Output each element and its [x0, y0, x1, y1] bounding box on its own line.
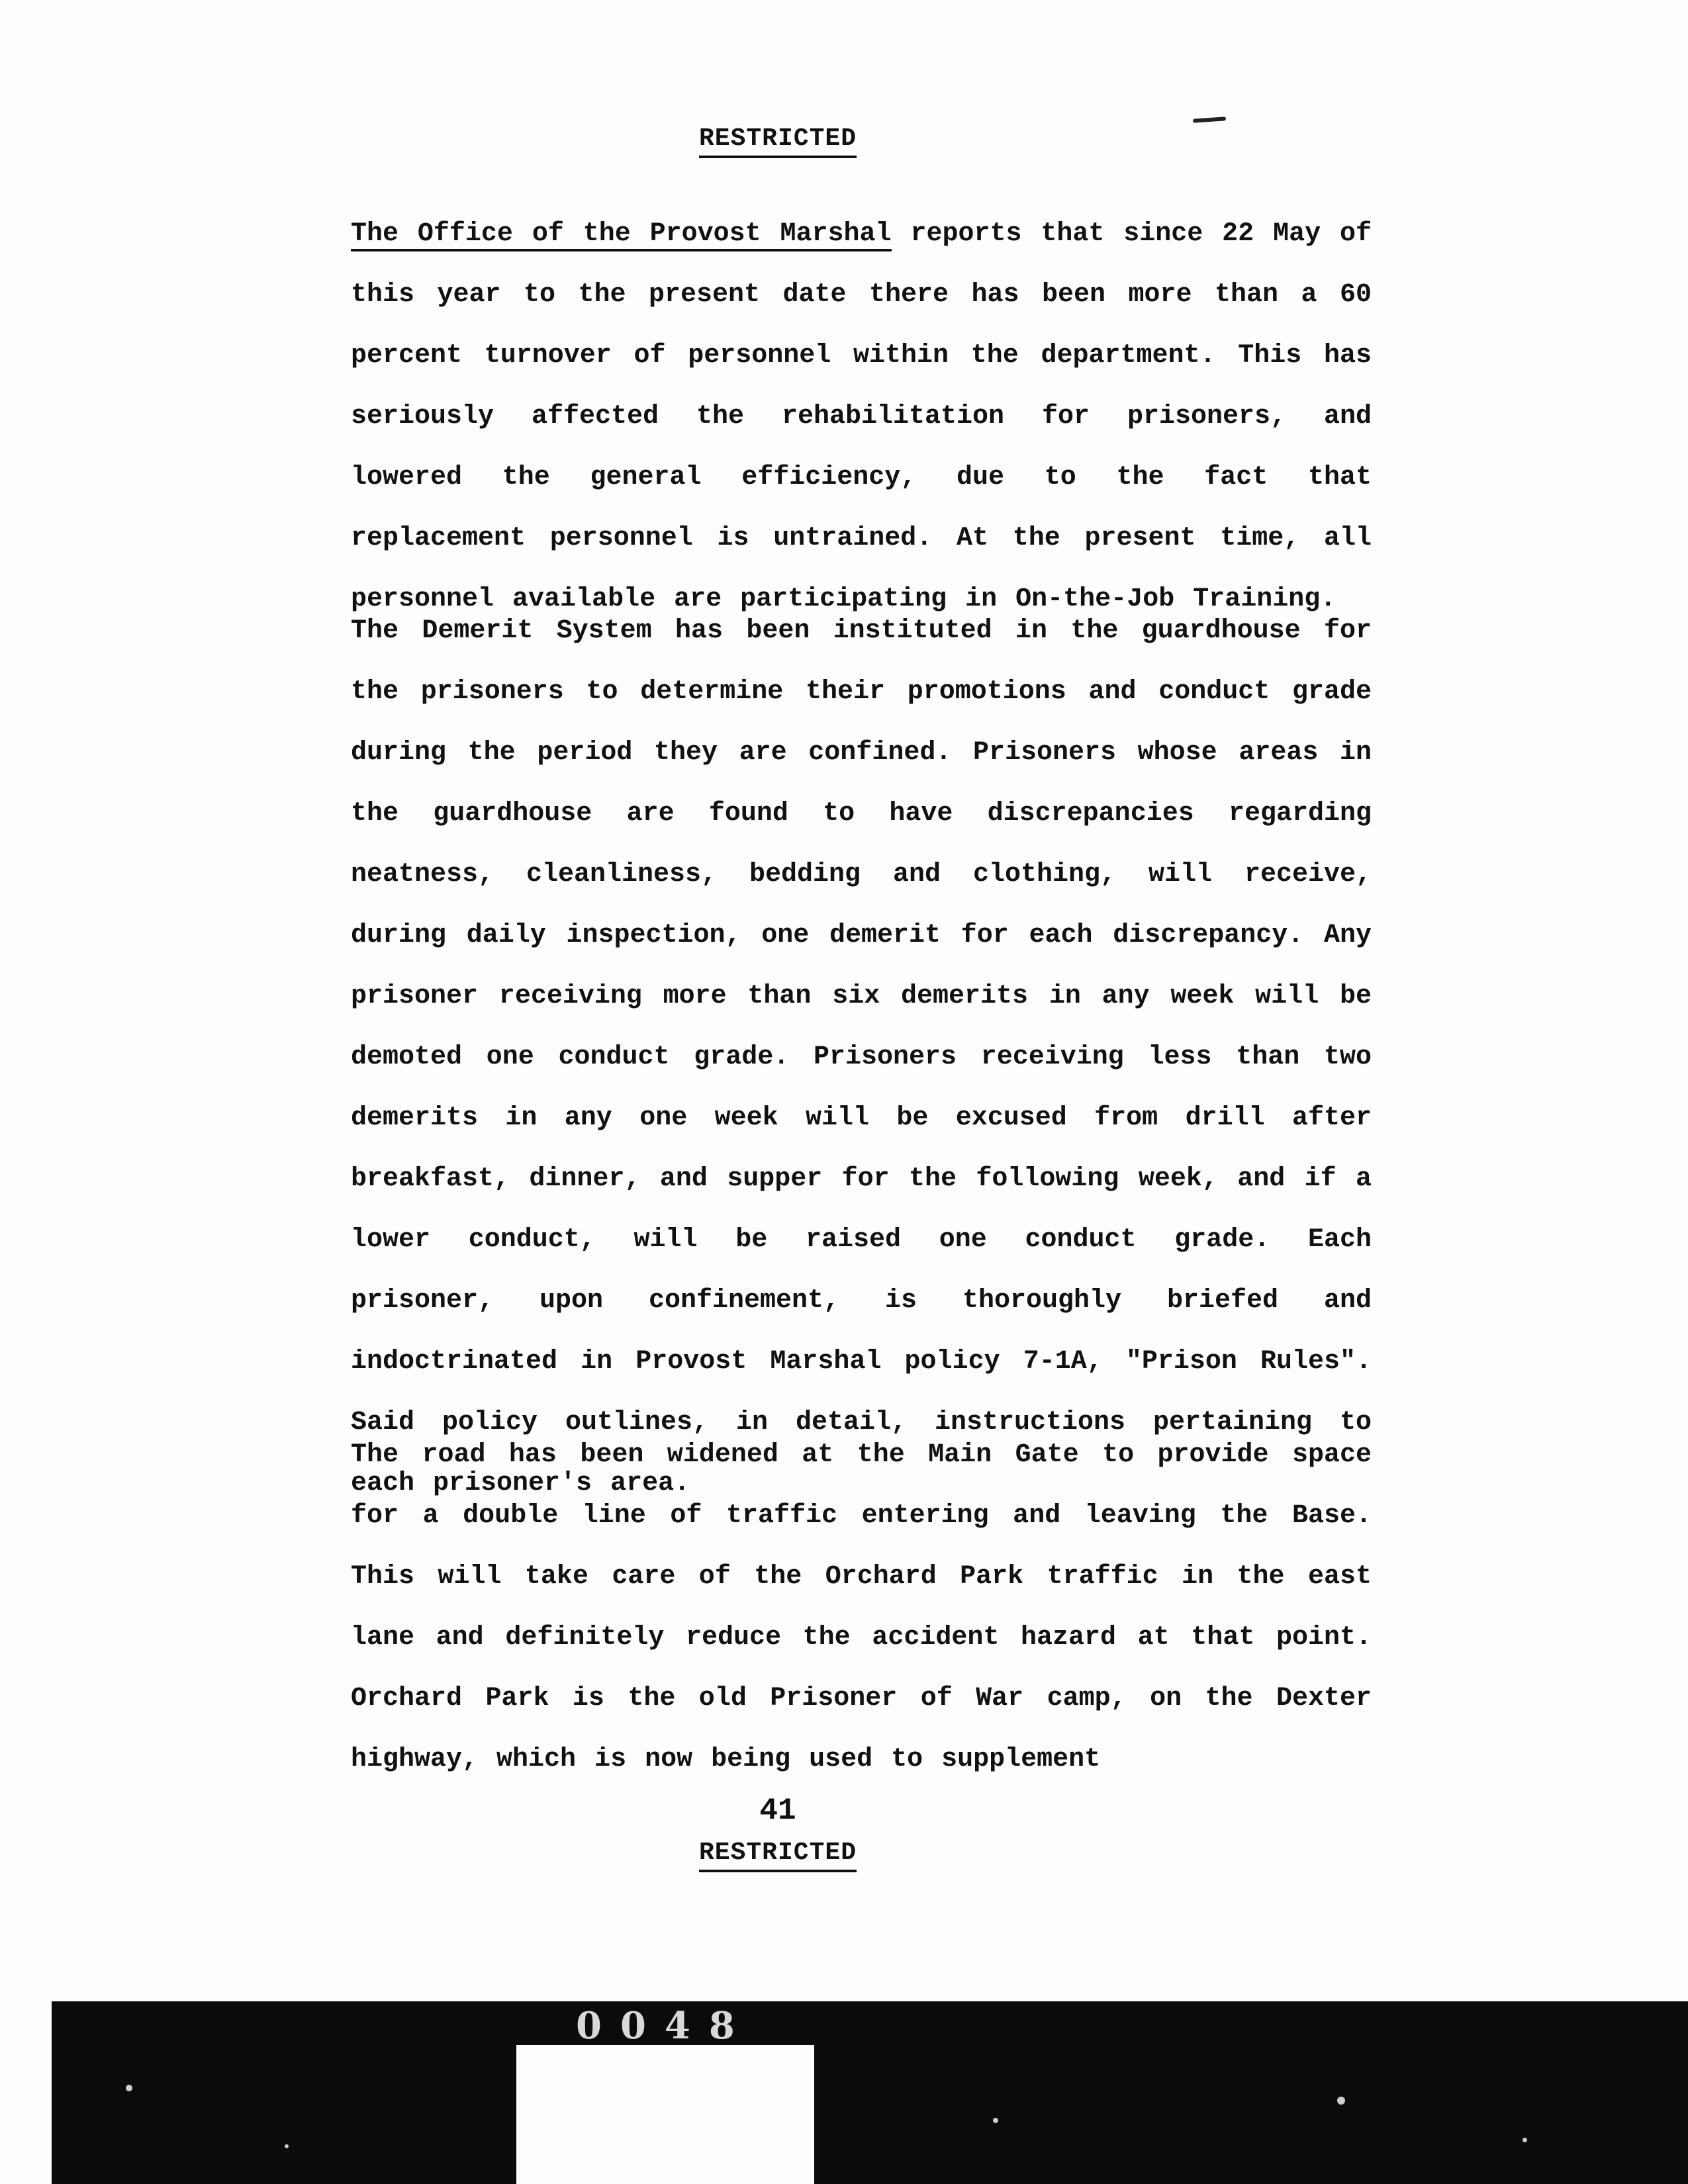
- film-speck: [993, 2118, 998, 2123]
- paragraph-1-text: reports that since 22 May of this year to the present date there has been more than a 60 percent turnover of personnel within the department. This has seriously affected the rehabilitation for prisoners, and lowered the general efficiency, due to the fact that replacement personnel is untrained. At the present time, all personnel available are participating in On-the-Job Training.: [351, 219, 1372, 614]
- microfilm-notch: [516, 2045, 814, 2184]
- paragraph-1-body: [259, 204, 1372, 630]
- paragraph-3-text: The road has been widened at the Main Gate to provide space for a double line of traffic entering and leaving the Base. This will take care of the Orchard Park traffic in the east lane and definitely reduce the accident hazard at that point. Orchard Park is the old Prisoner of War camp, on the Dexter highway, which is now being used to supplement: [351, 1440, 1372, 1774]
- microfilm-strip: [52, 2001, 1688, 2184]
- microfilm-frame-number: 0048: [576, 2004, 753, 2048]
- paragraph-demerit-system: [259, 601, 1372, 1514]
- paragraph-2-text: The Demerit System has been instituted in the guardhouse for the prisoners to determine their promotions and conduct grade during the period they are confined. Prisoners whose areas in the guardhouse are found to have discrepancies regarding neatness, cleanliness, bedding and clothing, will receive, during daily inspection, one demerit for each discrepancy. Any prisoner receiving more than six demerits in any week will be demoted one conduct grade. Prisoners receiving less than two demerits in any one week will be excused from drill after breakfast, dinner, and supper for the following week, and if a lower conduct, will be raised one conduct grade. Each prisoner, upon confinement, is thoroughly briefed and indoctrinated in Provost Marshal policy 7-1A, "Prison Rules". Said policy outlines, in detail, instructions pertaining to each prisoner's area.: [351, 616, 1372, 1498]
- film-speck: [1523, 2138, 1527, 2142]
- footer-classification-text: RESTRICTED: [699, 1839, 857, 1872]
- page-number: 41: [759, 1794, 796, 1828]
- header-classification: [0, 124, 1556, 153]
- paragraph-main-gate-road: [259, 1425, 1372, 1790]
- film-speck: [285, 2144, 289, 2148]
- paragraph-1-lead: The Office of the Provost Marshal: [351, 219, 892, 251]
- film-speck: [1337, 2097, 1345, 2105]
- film-speck: [126, 2085, 132, 2091]
- header-classification-text: RESTRICTED: [699, 124, 857, 158]
- margin-pen-mark: [1193, 116, 1226, 122]
- paragraph-provost-marshal: [259, 204, 1372, 630]
- footer-classification: [0, 1839, 1556, 1867]
